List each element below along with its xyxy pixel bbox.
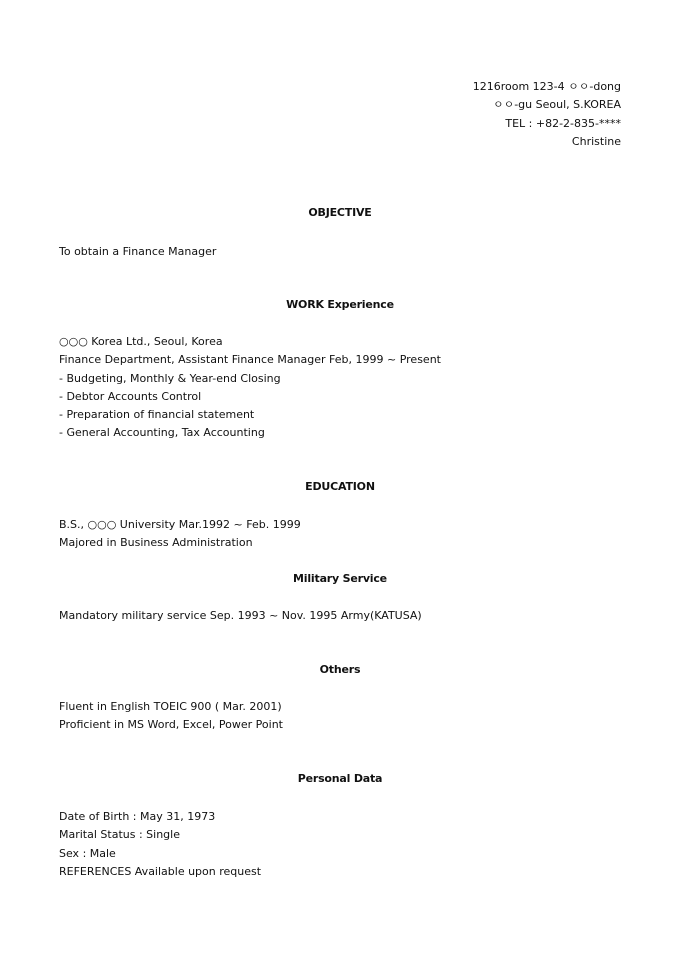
personal-line: Marital Status : Single	[59, 828, 180, 842]
work-line: - Debtor Accounts Control	[59, 389, 202, 403]
section-title-education: EDUCATION	[305, 480, 375, 493]
objective-line: To obtain a Finance Manager	[59, 245, 217, 258]
education-line: Majored in Business Administration	[59, 536, 253, 550]
section-title-others: Others	[319, 663, 361, 676]
work-section	[59, 333, 441, 443]
section-title-military: Military Service	[293, 572, 387, 585]
contact-address-block	[473, 78, 621, 151]
personal-line: REFERENCES Available upon request	[59, 864, 262, 878]
personal-line: Sex : Male	[59, 846, 116, 860]
phone-line: TEL : +82-2-835-****	[505, 116, 621, 130]
work-line: ○○○ Korea Ltd., Seoul, Korea	[59, 335, 223, 348]
work-line: - Preparation of financial statement	[59, 408, 255, 422]
section-title-objective: OBJECTIVE	[308, 206, 372, 219]
personal-line: Date of Birth : May 31, 1973	[59, 810, 216, 823]
education-section	[59, 516, 301, 553]
section-title-personal: Personal Data	[297, 772, 383, 785]
work-line: Finance Department, Assistant Finance Manager Feb, 1999 ~ Present	[59, 353, 441, 367]
others-line: Proficient in MS Word, Excel, Power Point	[59, 718, 283, 732]
applicant-name: Christine	[571, 134, 621, 148]
military-line: Mandatory military service Sep. 1993 ~ Nov. 1995 Army(KATUSA)	[59, 609, 422, 622]
address-line: ㅇㅇ-gu Seoul, S.KOREA	[492, 98, 621, 112]
others-section	[59, 698, 283, 735]
others-line: Fluent in English TOEIC 900 ( Mar. 2001)	[59, 700, 282, 713]
personal-section	[59, 808, 261, 881]
military-section	[59, 607, 422, 625]
work-line: - Budgeting, Monthly & Year-end Closing	[59, 371, 281, 385]
work-line: - General Accounting, Tax Accounting	[59, 426, 265, 440]
address-line: 1216room 123-4 ㅇㅇ-dong	[472, 80, 621, 93]
objective-section	[59, 243, 216, 261]
section-title-work: WORK Experience	[286, 298, 394, 311]
education-line: B.S., ○○○ University Mar.1992 ~ Feb. 1999	[59, 518, 301, 531]
